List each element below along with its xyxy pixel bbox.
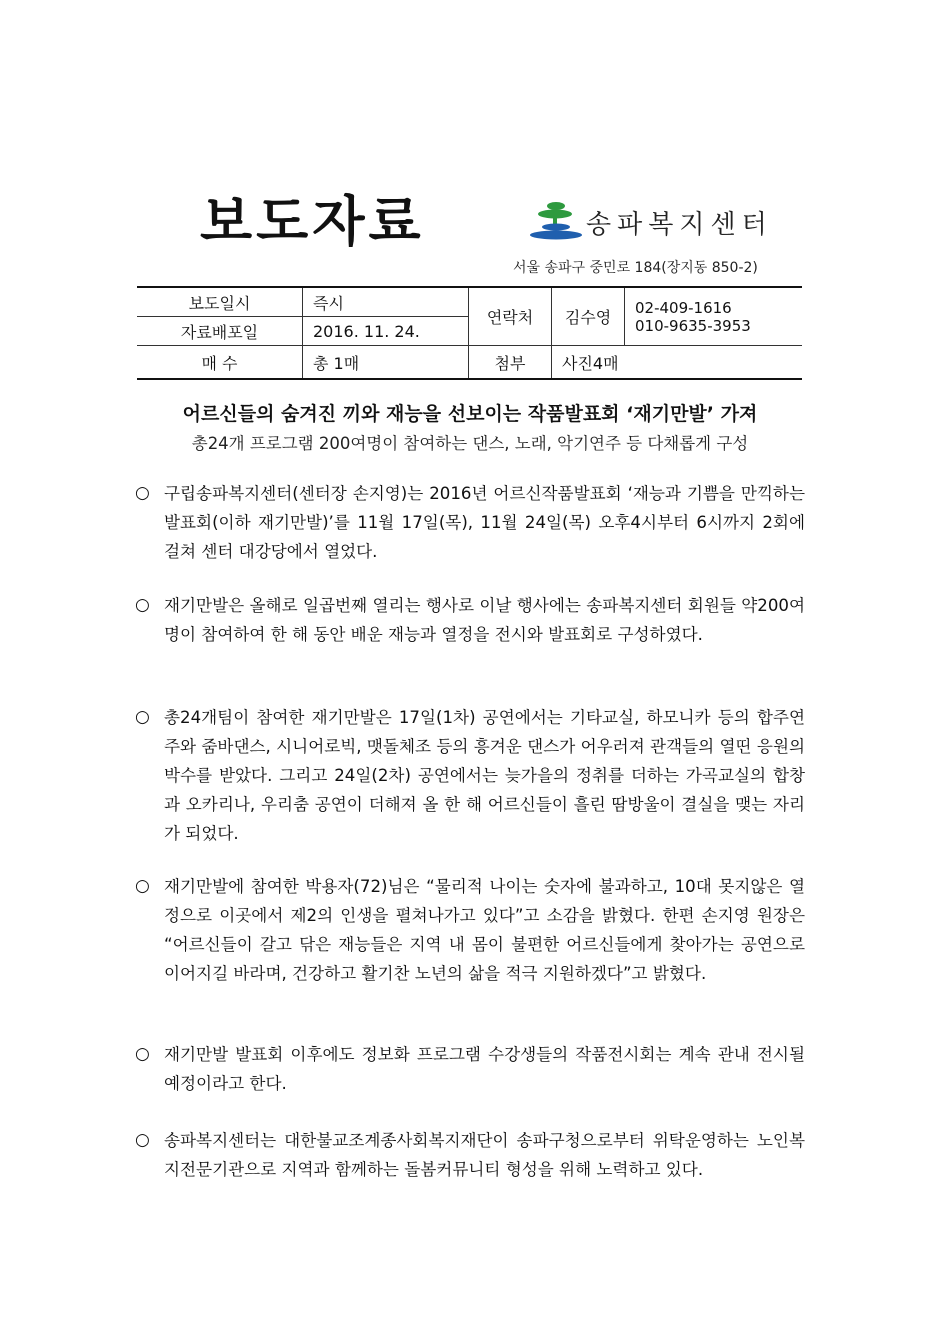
bullet-icon: ○ xyxy=(135,483,150,503)
release-date-value: 즉시 xyxy=(303,287,469,317)
organization-logo xyxy=(528,200,773,244)
release-info-table xyxy=(137,286,802,380)
contact-name: 김수영 xyxy=(552,287,625,346)
paragraph xyxy=(137,1040,805,1098)
bullet-icon: ○ xyxy=(135,1044,150,1064)
contact-phone-office: 02-409-1616 xyxy=(635,298,732,317)
bullet-icon: ○ xyxy=(135,707,150,727)
bullet-icon: ○ xyxy=(135,876,150,896)
attachment-label: 첨부 xyxy=(469,346,552,380)
tree-logo-icon xyxy=(528,200,584,244)
headline: 어르신들의 숨겨진 끼와 재능을 선보이는 작품발표회 ‘재기만발’ 가져 xyxy=(182,403,758,425)
contact-label: 연락처 xyxy=(469,287,552,346)
subheadline: 총24개 프로그램 200여명이 참여하는 댄스, 노래, 악기연주 등 다채롭게 구성 xyxy=(191,434,749,453)
page-title: 보도자료 xyxy=(200,190,425,253)
paragraph-text: 재기만발에 참여한 박용자(72)님은 “물리적 나이는 숫자에 불과하고, 10대 못지않은 열정으로 이곳에서 제2의 인생을 펼쳐나가고 있다”고 소감을 밝혔다. 한편 손지영 원장은 “어르신들이 갈고 닦은 재능들은 지역 내 몸이 불편한 어르신들에게 찾아가는 공연으로 이어지길 바라며, 건강하고 활기찬 노년의 삶을 적극 지원하겠다”고 밝혔다. xyxy=(164,877,805,983)
organization-address: 서울 송파구 중민로 184(장지동 850-2) xyxy=(513,260,758,276)
bullet-icon: ○ xyxy=(135,595,150,615)
paragraph-text: 재기만발은 올해로 일곱번째 열리는 행사로 이날 행사에는 송파복지센터 회원들 약200여명이 참여하여 한 해 동안 배운 재능과 열정을 전시와 발표회로 구성하였다. xyxy=(164,596,805,644)
table-row xyxy=(137,287,802,317)
contact-phones xyxy=(625,287,803,346)
paragraph xyxy=(137,479,805,566)
release-date-label: 보도일시 xyxy=(137,287,303,317)
paragraph xyxy=(137,1126,805,1184)
paragraph xyxy=(137,591,805,649)
table-row xyxy=(137,346,802,380)
contact-phone-mobile: 010-9635-3953 xyxy=(635,316,751,335)
paragraph-text: 구립송파복지센터(센터장 손지영)는 2016년 어르신작품발표회 ‘재능과 기쁨을 만끽하는 발표회(이하 재기만발)’를 11월 17일(목), 11월 24일(목) 오후4시부터 6시까지 2회에 걸쳐 센터 대강당에서 열었다. xyxy=(164,484,805,561)
attachment-value: 사진4매 xyxy=(552,346,803,380)
paragraph-text: 총24개팀이 참여한 재기만발은 17일(1차) 공연에서는 기타교실, 하모니카 등의 합주연주와 줌바댄스, 시니어로빅, 맷돌체조 등의 흥겨운 댄스가 어우러져 관객들의 열띤 응원의 박수를 받았다. 그리고 24일(2차) 공연에서는 늦가을의 정취를 더하는 가곡교실의 합창과 오카리나, 우리춤 공연이 더해져 올 한 해 어르신들이 흘린 땀방울이 결실을 맺는 자리가 되었다. xyxy=(164,708,805,843)
paragraph-text: 재기만발 발표회 이후에도 정보화 프로그램 수강생들의 작품전시회는 계속 관내 전시될 예정이라고 한다. xyxy=(164,1045,805,1093)
distribution-date-value: 2016. 11. 24. xyxy=(303,317,469,346)
paragraph xyxy=(137,703,805,848)
page-count-value: 총 1매 xyxy=(303,346,469,380)
bullet-icon: ○ xyxy=(135,1130,150,1150)
distribution-date-label: 자료배포일 xyxy=(137,317,303,346)
paragraph xyxy=(137,872,805,988)
page-count-label: 매 수 xyxy=(137,346,303,380)
organization-name: 송파복지센터 xyxy=(586,210,773,240)
paragraph-text: 송파복지센터는 대한불교조계종사회복지재단이 송파구청으로부터 위탁운영하는 노인복지전문기관으로 지역과 함께하는 돌봄커뮤니티 형성을 위해 노력하고 있다. xyxy=(164,1131,805,1179)
